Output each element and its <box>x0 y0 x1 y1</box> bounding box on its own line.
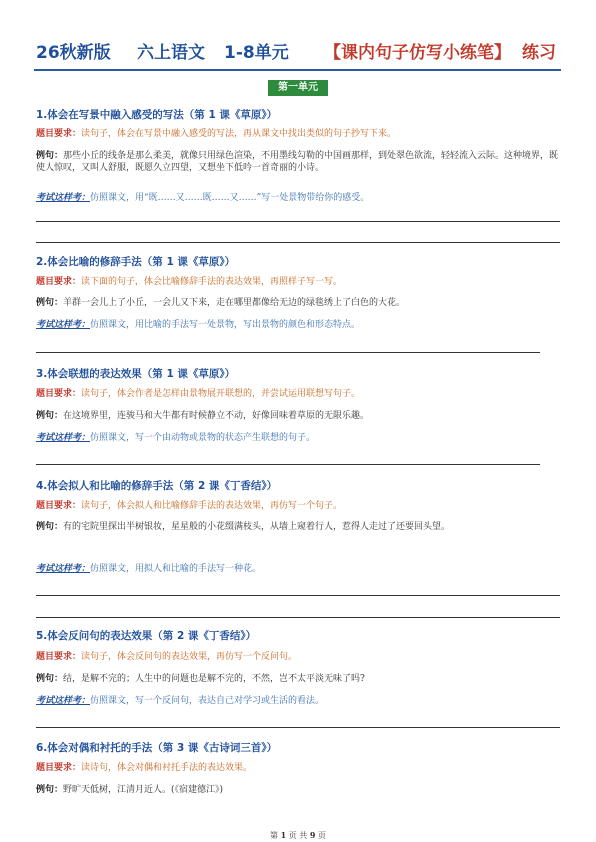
section-title: 3.体会联想的表达效果（第 1 课《草原》） <box>36 368 236 380</box>
header-practice: 练习 <box>522 43 556 63</box>
requirement-text: 读句子，体会拟人和比喻修辞手法的表达效果，再仿写一个句子。 <box>81 501 343 511</box>
example-text: 羊群一会儿上了小丘，一会儿又下来，走在哪里都像给无边的绿毯绣上了白色的大花。 <box>63 298 406 308</box>
answer-line[interactable] <box>36 595 560 596</box>
section-title: 4.体会拟人和比喻的修辞手法（第 2 课《丁香结》） <box>36 480 278 492</box>
footer-pre: 第 <box>270 831 279 840</box>
try-text: 仿照课文，用“既……又……既……又……”写一处景物带给你的感受。 <box>90 193 370 203</box>
example-label: 例句： <box>36 298 64 308</box>
section-example <box>36 784 223 796</box>
example-label: 例句： <box>36 674 64 684</box>
requirement-label: 题目要求： <box>36 652 82 662</box>
requirement-label: 题目要求： <box>36 129 82 139</box>
section-try <box>36 432 315 444</box>
section-example <box>36 521 560 533</box>
try-label: 考试这样考： <box>36 193 91 203</box>
section-requirement <box>36 276 342 288</box>
section-title: 2.体会比喻的修辞手法（第 1 课《草原》） <box>36 256 236 268</box>
example-label: 例句： <box>36 785 64 795</box>
footer-total-pages: 9 <box>309 830 316 840</box>
example-text: 有的宅院里探出半树银妆，星星般的小花缀满枝头，从墙上窥着行人，惹得人走过了还要回头望。 <box>63 522 451 532</box>
header-edition: 26秋新版 <box>36 43 111 63</box>
footer-post: 页 <box>317 831 326 840</box>
unit-badge: 第一单元 <box>268 80 328 96</box>
example-label: 例句： <box>36 411 64 421</box>
section-title: 1.体会在写景中融入感受的写法（第 1 课《草原》） <box>36 109 278 121</box>
answer-line[interactable] <box>36 617 560 618</box>
answer-line[interactable] <box>36 221 560 222</box>
page-header <box>34 30 564 70</box>
answer-line[interactable] <box>36 242 560 243</box>
try-text: 仿照课文，用拟人和比喻的手法写一种花。 <box>90 564 262 574</box>
section-try <box>36 192 369 204</box>
section-requirement <box>36 500 342 512</box>
page-footer <box>0 830 596 841</box>
answer-line[interactable] <box>36 352 540 353</box>
requirement-text: 读诗句，体会对偶和衬托手法的表达效果。 <box>81 763 253 773</box>
answer-line[interactable] <box>36 464 540 465</box>
header-divider <box>34 69 561 71</box>
example-label: 例句： <box>36 151 64 161</box>
try-label: 考试这样考： <box>36 320 91 330</box>
requirement-text: 读句子，体会反问句的表达效果，再仿写一个反问句。 <box>81 652 298 662</box>
try-label: 考试这样考： <box>36 696 91 706</box>
try-text: 仿照课文，写一个由动物或景物的状态产生联想的句子。 <box>90 433 316 443</box>
try-label: 考试这样考： <box>36 564 91 574</box>
try-text: 仿照课文，用比喻的手法写一处景物，写出景物的颜色和形态特点。 <box>90 320 361 330</box>
requirement-label: 题目要求： <box>36 763 82 773</box>
requirement-text: 读下面的句子，体会比喻修辞手法的表达效果，再照样子写一写。 <box>81 277 343 287</box>
section-example <box>36 673 365 685</box>
example-label: 例句： <box>36 522 64 532</box>
requirement-text: 读句子，体会在写景中融入感受的写法，再从课文中找出类似的句子抄写下来。 <box>81 129 397 139</box>
try-label: 考试这样考： <box>36 433 91 443</box>
section-example <box>36 297 405 309</box>
example-text: 结，是解不完的；人生中的问题也是解不完的，不然，岂不太平淡无味了吗? <box>63 674 365 684</box>
footer-page-number: 1 <box>280 830 287 840</box>
section-title: 6.体会对偶和衬托的手法（第 3 课《古诗词三首》） <box>36 742 278 754</box>
try-text: 仿照课文，写一个反问句，表达自己对学习或生活的看法。 <box>90 696 325 706</box>
header-units: 1-8单元 <box>224 43 289 63</box>
example-text: 那些小丘的线条是那么柔美，就像只用绿色渲染，不用墨线勾勒的中国画那样，到处翠色欲流，轻轻流入云际。这种境界，既使人惊叹，又叫人舒服，既愿久立四望，又想坐下低吟一首奇丽的小诗。 <box>36 151 559 173</box>
section-example <box>36 410 369 422</box>
section-try <box>36 319 360 331</box>
section-try <box>36 563 261 575</box>
requirement-label: 题目要求： <box>36 501 82 511</box>
requirement-label: 题目要求： <box>36 389 82 399</box>
footer-mid: 页 共 <box>288 831 308 840</box>
section-example <box>36 150 560 174</box>
requirement-label: 题目要求： <box>36 277 82 287</box>
section-requirement <box>36 651 297 663</box>
example-text: 野旷天低树，江清月近人。(《宿建德江》) <box>63 785 224 795</box>
header-subject: 六上语文 <box>137 43 205 63</box>
section-requirement <box>36 388 360 400</box>
section-requirement <box>36 762 252 774</box>
header-topic: 【课内句子仿写小练笔】 <box>324 43 511 63</box>
section-requirement <box>36 128 396 140</box>
example-text: 在这境界里，连骏马和大牛都有时候静立不动，好像回味着草原的无限乐趣。 <box>63 411 370 421</box>
section-try <box>36 695 324 707</box>
section-title: 5.体会反问句的表达效果（第 2 课《丁香结》） <box>36 630 257 642</box>
answer-line[interactable] <box>36 727 560 728</box>
requirement-text: 读句子，体会作者是怎样由景物展开联想的，并尝试运用联想写句子。 <box>81 389 361 399</box>
